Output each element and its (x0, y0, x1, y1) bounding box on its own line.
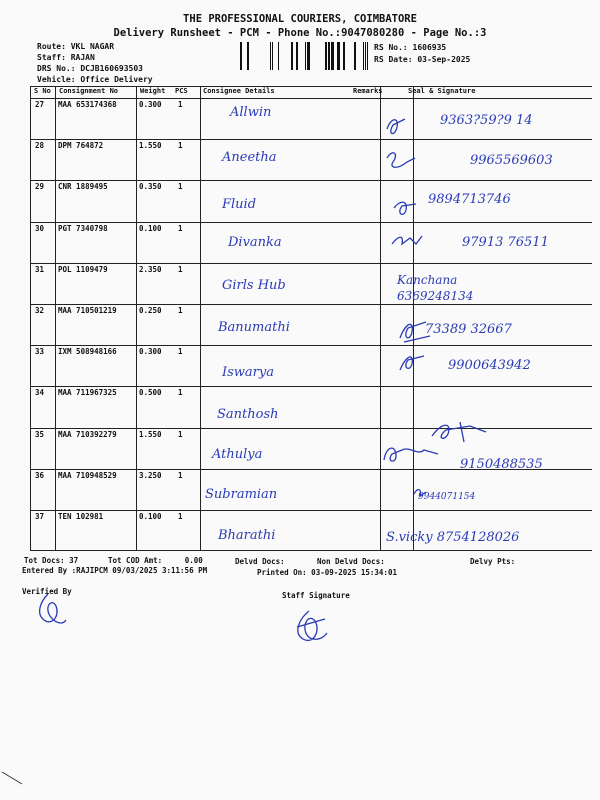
table-row-line (30, 345, 413, 346)
row-sno: 34 (35, 388, 45, 398)
table-column-line (55, 86, 56, 550)
barcode-bar (278, 42, 279, 70)
rs-date: RS Date: 03-Sep-2025 (374, 55, 471, 64)
barcode-bar (305, 42, 306, 70)
row-seal-signature: 9944071154 (418, 492, 476, 502)
row-weight: 0.500 (139, 388, 162, 398)
staff-signature (285, 605, 335, 647)
row-weight: 0.100 (139, 223, 162, 233)
col-header-consignment: Consignment No (59, 87, 119, 95)
row-sno: 28 (35, 141, 45, 151)
row-sno: 31 (35, 264, 45, 274)
row-consignee-name: Fluid (222, 197, 257, 212)
row-consignee-name: Athulya (212, 447, 263, 462)
barcode-bar (296, 42, 298, 70)
printed-on: Printed On: 03-09-2025 15:34:01 (257, 568, 397, 577)
row-sno: 30 (35, 223, 45, 233)
row-pcs: 1 (178, 512, 183, 521)
handwritten-signature (396, 318, 466, 348)
col-header-sno: S No (34, 87, 51, 95)
row-sno: 32 (35, 306, 45, 315)
row-weight: 0.300 (139, 347, 162, 357)
table-header-divider (30, 98, 592, 99)
row-seal-signature: 97913 76511 (462, 235, 549, 250)
row-sno: 29 (35, 182, 45, 192)
handwritten-signature (398, 350, 468, 380)
row-pcs: 1 (178, 100, 183, 109)
barcode-image (240, 42, 370, 70)
table-border-bottom (30, 550, 592, 551)
barcode-bar (354, 42, 356, 70)
row-consignee-name: Aneetha (222, 150, 277, 165)
barcode-bar (343, 42, 345, 70)
row-consignment-no: MAA 710501219 (58, 306, 117, 315)
row-pcs: 1 (178, 141, 183, 151)
table-row-line (30, 469, 413, 470)
vehicle-label: Vehicle: Office Delivery (37, 75, 153, 84)
row-seal-signature: 9900643942 (448, 358, 531, 373)
handwritten-signature (385, 148, 455, 178)
row-seal-signature: 9894713746 (428, 192, 511, 207)
table-row-line (30, 304, 413, 305)
row-weight: 2.350 (139, 264, 162, 274)
barcode-bar (337, 42, 340, 70)
row-consignee-name: Banumathi (218, 320, 290, 335)
barcode-bar (240, 42, 242, 70)
row-sno: 36 (35, 470, 45, 480)
row-sno: 27 (35, 100, 45, 109)
row-seal-signature: Kanchana 6369248134 (397, 273, 474, 303)
barcode-bar (365, 42, 366, 70)
row-consignment-no: CNR 1889495 (58, 182, 108, 192)
row-consignment-no: MAA 711967325 (58, 388, 117, 398)
table-row-line (413, 304, 592, 305)
company-title: THE PROFESSIONAL COURIERS, COIMBATORE (183, 13, 417, 25)
row-pcs: 1 (178, 306, 183, 315)
row-consignee-name: Santhosh (217, 407, 279, 422)
barcode-bar (363, 42, 364, 70)
row-weight: 0.250 (139, 306, 162, 315)
table-row-line (30, 386, 413, 387)
row-consignee-name: Subramian (205, 487, 278, 502)
table-row-line (30, 263, 413, 264)
table-row-line (30, 428, 413, 429)
row-consignee-name: Iswarya (222, 365, 274, 380)
table-row-line (30, 222, 413, 223)
row-consignment-no: MAA 710948529 (58, 470, 117, 480)
col-header-seal: Seal & Signature (408, 87, 476, 95)
row-pcs: 1 (178, 470, 183, 480)
rs-number: RS No.: 1606935 (374, 43, 447, 52)
col-header-consignee: Consignee Details (203, 87, 275, 95)
handwritten-signature (380, 440, 450, 470)
table-row-line (413, 386, 592, 387)
barcode-bar (325, 42, 327, 70)
row-weight: 0.100 (139, 512, 162, 521)
non-delivered-docs: Non Delvd Docs: (317, 557, 385, 566)
barcode-bar (270, 42, 271, 70)
row-consignment-no: DPM 764872 (58, 141, 104, 151)
row-consignee-name: Divanka (228, 235, 282, 250)
table-row-line (413, 263, 592, 264)
row-weight: 0.350 (139, 182, 162, 192)
row-seal-signature: 9965569603 (470, 153, 553, 168)
handwritten-signature (412, 484, 482, 514)
row-seal-signature: 73389 32667 (425, 322, 512, 337)
barcode-bar (307, 42, 310, 70)
staff-label: Staff: RAJAN (37, 53, 95, 62)
table-column-line (200, 86, 201, 550)
route-label: Route: VKL NAGAR (37, 42, 115, 51)
barcode-bar (367, 42, 368, 70)
verified-by-label: Verified By (22, 587, 72, 596)
handwritten-signature (392, 198, 462, 228)
row-pcs: 1 (178, 429, 183, 439)
row-weight: 1.550 (139, 141, 162, 151)
row-consignment-no: MAA 653174368 (58, 100, 117, 109)
row-sno: 35 (35, 429, 45, 439)
row-consignment-no: MAA 710392279 (58, 429, 117, 439)
page-corner-mark (0, 770, 30, 790)
row-pcs: 1 (178, 182, 183, 192)
row-consignee-name: Bharathi (218, 528, 276, 543)
total-docs: Tot Docs: 37 (24, 556, 79, 565)
row-weight: 1.550 (139, 429, 162, 439)
row-sno: 37 (35, 512, 45, 521)
row-pcs: 1 (178, 223, 183, 233)
col-header-pcs: PCS (175, 87, 188, 95)
runsheet-subtitle: Delivery Runsheet - PCM - Phone No.:9047080280 - Page No.:3 (113, 27, 487, 39)
row-weight: 0.300 (139, 100, 162, 109)
entered-by: Entered By :RAJIPCM 09/03/2025 3:11:56 PM (22, 566, 208, 575)
row-pcs: 1 (178, 388, 183, 398)
row-weight: 3.250 (139, 470, 162, 480)
barcode-bar (291, 42, 293, 70)
table-column-line (30, 86, 31, 550)
table-column-line (380, 86, 381, 550)
col-header-remarks: Remarks (353, 87, 383, 95)
row-consignment-no: POL 1109479 (58, 264, 108, 274)
total-cod: Tot COD Amt: 0.00 (108, 556, 203, 565)
barcode-bar (247, 42, 249, 70)
row-pcs: 1 (178, 264, 183, 274)
row-pcs: 1 (178, 347, 183, 357)
delivered-docs: Delvd Docs: (235, 557, 285, 566)
row-seal-signature: 9363?59?9 14 (440, 113, 533, 128)
row-consignee-name: Girls Hub (222, 278, 286, 293)
row-seal-signature: S.vicky 8754128026 (386, 530, 520, 545)
verified-signature (30, 590, 75, 630)
row-seal-signature: 9150488535 (460, 457, 543, 472)
table-row-line (413, 180, 592, 181)
table-row-line (30, 180, 413, 181)
table-row-line (30, 139, 413, 140)
table-row-line (30, 510, 413, 511)
staff-signature-label: Staff Signature (282, 591, 350, 600)
row-consignment-no: PGT 7340798 (58, 223, 108, 233)
handwritten-signature (390, 232, 460, 262)
col-header-weight: Weight (140, 87, 166, 95)
drs-number: DRS No.: DCJB160693503 (37, 64, 143, 73)
row-consignment-no: TEN 102981 (58, 512, 104, 521)
barcode-bar (331, 42, 334, 70)
row-sno: 33 (35, 347, 45, 357)
delivery-points: Delvy Pts: (470, 557, 516, 566)
row-consignment-no: IXM 508948166 (58, 347, 117, 357)
table-column-line (136, 86, 137, 550)
handwritten-signature (385, 115, 455, 145)
barcode-bar (328, 42, 330, 70)
barcode-bar (272, 42, 273, 70)
row-consignee-name: Allwin (230, 105, 272, 120)
